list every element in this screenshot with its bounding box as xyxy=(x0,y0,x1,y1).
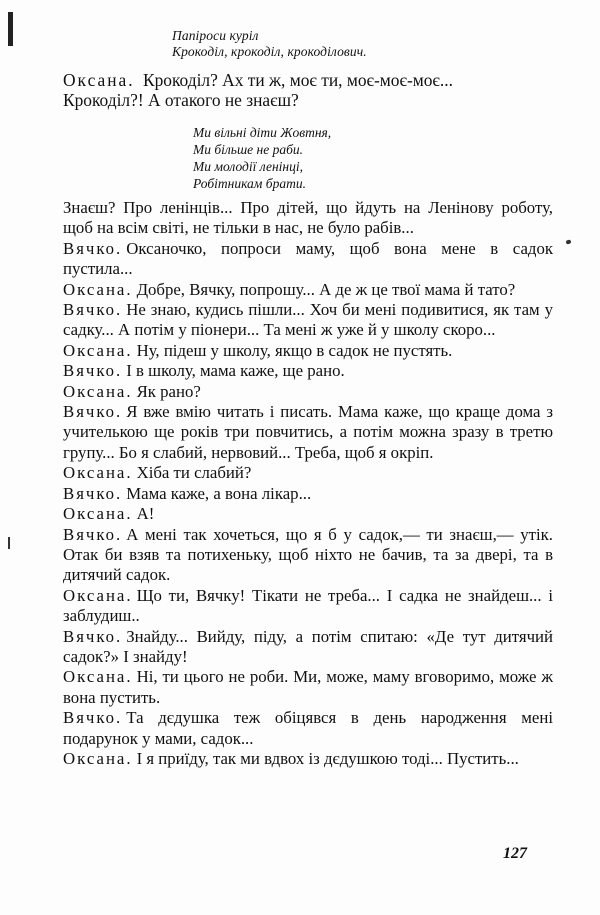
dialogue-line xyxy=(63,484,553,504)
dialogue-text: Крокоділ? Ах ти ж, моє ти, моє-моє-моє... xyxy=(142,70,453,90)
scan-speck xyxy=(565,239,571,244)
stage-direction-line: Папіроси куріл xyxy=(172,28,259,43)
scan-edge-mark xyxy=(8,537,10,549)
dialogue-line xyxy=(63,627,553,668)
scan-edge-mark xyxy=(8,12,13,46)
dialogue-text: А мені так хочеться, що я б у садок,— ти знаєш,— утік. Отак би взяв та потихеньку, щоб ніхто не бачив, та за двері, та в дитячий садок. xyxy=(63,524,553,585)
dialogue-text: Хіба ти слабий? xyxy=(136,463,252,483)
verse-line: Ми вільні діти Жовтня, xyxy=(193,125,332,140)
speaker-name: Оксана. xyxy=(63,667,133,687)
speaker-name: Вячко. xyxy=(63,402,123,422)
dialogue-line xyxy=(63,463,553,483)
verse-line: Ми молодії ленінці, xyxy=(193,159,303,174)
dialogue-text: Знаєш? Про ленінців... Про дітей, що йдуть на Ленінову роботу, щоб на всім світі, не тільки в нас, не було рабів... xyxy=(63,198,553,238)
dialogue-text: Добре, Вячку, попрошу... А де ж це твої мама й тато? xyxy=(136,279,516,299)
speaker-name: Вячко. xyxy=(63,238,123,258)
dialogue-line xyxy=(63,239,553,280)
speaker-name: Вячко. xyxy=(63,524,123,544)
dialogue-line xyxy=(63,382,553,402)
speaker-name: Вячко. xyxy=(63,626,123,646)
dialogue-text: І в школу, мама каже, ще рано. xyxy=(126,361,345,381)
dialogue-text: Оксаночко, попроси маму, щоб вона мене в садок пустила... xyxy=(63,238,553,279)
speaker-name: Вячко. xyxy=(63,708,123,728)
dialogue-line xyxy=(63,504,553,524)
dialogue-text: Ні, ти цього не роби. Ми, може, маму вговоримо, може ж вона пустить. xyxy=(63,667,553,707)
dialogue-line xyxy=(63,70,553,110)
speaker-name: Вячко. xyxy=(63,483,123,503)
dialogue-line xyxy=(63,300,553,341)
dialogue-line xyxy=(63,708,553,749)
dialogue-line xyxy=(63,341,553,361)
stage-direction-line: Крокоділ, крокоділ, крокоділович. xyxy=(172,44,367,59)
speaker-name: Оксана. xyxy=(63,585,133,605)
stage-direction xyxy=(172,28,492,60)
dialogue-line xyxy=(63,525,553,586)
dialogue-text: Мама каже, а вона лікар... xyxy=(126,483,312,503)
dialogue-block xyxy=(63,198,553,769)
dialogue-line xyxy=(63,749,553,769)
dialogue-block-top xyxy=(63,70,553,110)
dialogue-line xyxy=(63,667,553,708)
dialogue-text: А! xyxy=(136,504,155,524)
dialogue-text: Я вже вмію читать і писать. Мама каже, що краще дома з учителькою ще років три повчитись, а потім можна зразу в третю групу... Бо я слабий, нервовий... Треба, щоб я окріп. xyxy=(63,402,553,462)
verse-line: Робітникам брати. xyxy=(193,176,306,191)
verse-line: Ми більше не раби. xyxy=(193,142,303,157)
dialogue-line xyxy=(63,361,553,381)
dialogue-text: Що ти, Вячку! Тікати не треба... І садка не знайдеш... і заблудиш.. xyxy=(63,585,553,626)
dialogue-line xyxy=(63,198,553,239)
dialogue-line xyxy=(63,402,553,463)
speaker-name: Вячко. xyxy=(63,300,123,320)
dialogue-text: І я приїду, так ми вдвох із дєдушкою тоді... Пустить... xyxy=(136,748,519,768)
dialogue-text: Знайду... Вийду, піду, а потім спитаю: «Де тут дитячий садок?» І знайду! xyxy=(63,626,553,666)
page-number: 127 xyxy=(503,845,527,862)
speaker-name: Оксана. xyxy=(63,340,133,360)
speaker-name: Оксана. xyxy=(63,463,133,483)
dialogue-text: Та дєдушка теж обіцявся в день народження мені подарунок у мами, садок... xyxy=(63,708,553,748)
speaker-name: Оксана. xyxy=(63,748,133,768)
dialogue-line xyxy=(63,586,553,627)
speaker-name: Оксана. xyxy=(63,70,135,90)
speaker-name: Оксана. xyxy=(63,279,133,299)
dialogue-text: Ну, підеш у школу, якщо в садок не пустять. xyxy=(136,340,453,360)
dialogue-line xyxy=(63,280,553,300)
dialogue-text: Як рано? xyxy=(136,381,201,401)
speaker-name: Вячко. xyxy=(63,361,123,381)
dialogue-text: Не знаю, кудись пішли... Хоч би мені подивитися, як там у садку... А потім у піонери... Та мені ж уже й у школу скоро... xyxy=(63,300,553,340)
speaker-name: Оксана. xyxy=(63,504,133,524)
speaker-name: Оксана. xyxy=(63,381,133,401)
dialogue-text: Крокоділ?! А отакого не знаєш? xyxy=(63,90,299,110)
song-verse xyxy=(193,124,453,192)
